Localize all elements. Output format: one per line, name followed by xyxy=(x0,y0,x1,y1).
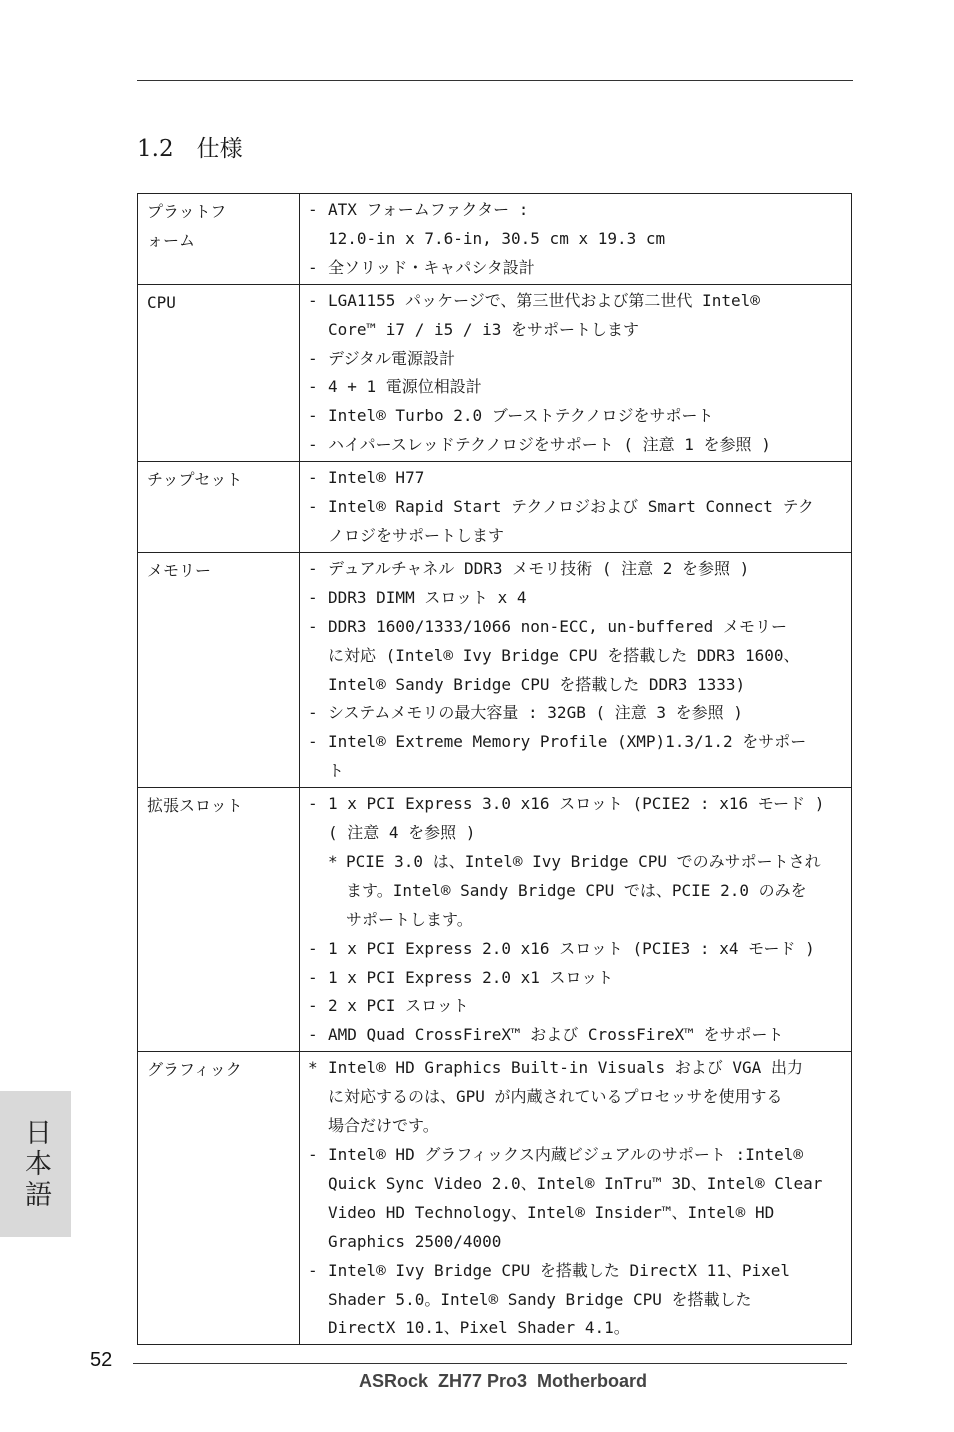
spec-label xyxy=(138,462,300,553)
bullet-text: Intel® Extreme Memory Profile (XMP)1.3/1.2 をサポー ト xyxy=(328,732,807,781)
spec-bullet xyxy=(308,935,847,964)
spec-bullet xyxy=(308,493,847,551)
spec-bullet xyxy=(308,287,847,345)
bullet-mark: - xyxy=(308,616,318,636)
bullet-text: Intel® HD グラフィックス内蔵ビジュアルのサポート :Intel® Quick Sync Video 2.0、Intel® InTru™ 3D、Intel® Clear Video HD Technology、Intel® Insider™、Intel® HD Graphics 2500/4000 xyxy=(328,1145,823,1251)
spec-label-text: 拡張スロット xyxy=(147,796,243,816)
spec-table-body xyxy=(138,194,852,1345)
spec-content xyxy=(300,552,852,787)
spec-content xyxy=(300,1052,852,1345)
bullet-text: Intel® HD Graphics Built-in Visuals および VGA 出力 に対応するのは、GPU が内蔵されているプロセッサを使用する 場合だけです。 xyxy=(328,1058,803,1136)
spec-bullet xyxy=(308,992,847,1021)
spec-bullet xyxy=(308,1054,847,1141)
spec-row xyxy=(138,788,852,1052)
spec-label xyxy=(138,194,300,285)
bullet-mark: - xyxy=(308,967,318,987)
spec-row xyxy=(138,194,852,285)
spec-bullet xyxy=(308,555,847,584)
spec-label-text: グラフィック xyxy=(147,1060,242,1080)
bullet-mark: - xyxy=(308,257,318,277)
bullet-mark: - xyxy=(308,732,318,752)
bullet-text: デジタル電源設計 xyxy=(328,348,456,368)
bullet-text: 4 + 1 電源位相設計 xyxy=(328,377,482,397)
bullet-mark: - xyxy=(308,468,318,488)
section-title: 1.2 仕様 xyxy=(137,136,243,162)
bullet-mark: * xyxy=(308,1058,318,1078)
spec-bullet xyxy=(308,584,847,613)
bullet-text: LGA1155 パッケージで、第三世代および第二世代 Intel® Core™ i7 / i5 / i3 をサポートします xyxy=(328,290,760,339)
spec-bullet xyxy=(308,1141,847,1257)
bullet-mark: - xyxy=(308,1260,318,1280)
bullet-mark: - xyxy=(308,290,318,310)
spec-row xyxy=(138,552,852,787)
top-rule xyxy=(137,80,853,81)
spec-label xyxy=(138,552,300,787)
bullet-mark: - xyxy=(308,377,318,397)
spec-bullet xyxy=(308,431,847,460)
spec-bullet xyxy=(308,1257,847,1344)
spec-bullet xyxy=(308,345,847,374)
spec-bullet xyxy=(308,699,847,728)
footer-title: ASRock ZH77 Pro3 Motherboard xyxy=(358,1371,648,1391)
bullet-text: 1 x PCI Express 3.0 x16 スロット (PCIE2 : x16 モード ) ( 注意 4 を参照 ) xyxy=(328,794,825,843)
bullet-mark: - xyxy=(308,587,318,607)
spec-bullet xyxy=(308,790,847,848)
bullet-text: 1 x PCI Express 2.0 x1 スロット xyxy=(328,967,614,987)
bullet-text: PCIE 3.0 は、Intel® Ivy Bridge CPU でのみサポートされ ます。Intel® Sandy Bridge CPU では、PCIE 2.0 のみを サポートします。 xyxy=(346,851,821,929)
bullet-text: デュアルチャネル DDR3 メモリ技術 ( 注意 2 を参照 ) xyxy=(328,558,750,578)
spec-bullet xyxy=(308,254,847,283)
spec-row xyxy=(138,462,852,553)
spec-label-text: CPU xyxy=(147,292,176,312)
bullet-mark: - xyxy=(308,558,318,578)
bullet-text: AMD Quad CrossFireX™ および CrossFireX™ をサポート xyxy=(328,1025,784,1045)
spec-table xyxy=(137,193,852,1345)
spec-bullet xyxy=(308,196,847,254)
spec-bullet xyxy=(308,964,847,993)
bullet-mark: - xyxy=(308,348,318,368)
bullet-mark: - xyxy=(308,497,318,517)
spec-bullet xyxy=(308,728,847,786)
bullet-text: Intel® Ivy Bridge CPU を搭載した DirectX 11、Pixel Shader 5.0。Intel® Sandy Bridge CPU を搭載した DirectX 10.1、Pixel Shader 4.1。 xyxy=(328,1260,791,1338)
spec-content xyxy=(300,284,852,461)
bullet-text: Intel® Turbo 2.0 ブーストテクノロジをサポート xyxy=(328,406,714,426)
spec-bullet xyxy=(308,402,847,431)
bullet-mark: - xyxy=(308,200,318,219)
bullet-text: Intel® H77 xyxy=(328,468,425,488)
spec-label xyxy=(138,1052,300,1345)
spec-row xyxy=(138,284,852,461)
bullet-mark: - xyxy=(308,938,318,958)
spec-label-text: チップセット xyxy=(147,470,243,490)
language-tab xyxy=(0,1091,71,1237)
bullet-text: ハイパースレッドテクノロジをサポート ( 注意 1 を参照 ) xyxy=(328,435,771,455)
spec-content xyxy=(300,194,852,285)
spec-content xyxy=(300,462,852,553)
spec-content xyxy=(300,788,852,1052)
bullet-text: 2 x PCI スロット xyxy=(328,996,469,1016)
bullet-text: ATX フォームファクター : 12.0-in x 7.6-in, 30.5 cm x 19.3 cm xyxy=(328,200,666,248)
bullet-mark: - xyxy=(308,1145,318,1164)
spec-bullet xyxy=(308,613,847,700)
spec-bullet xyxy=(308,464,847,493)
spec-label xyxy=(138,788,300,1052)
spec-row xyxy=(138,1052,852,1345)
bullet-text: Intel® Rapid Start テクノロジおよび Smart Connect テク ノロジをサポートします xyxy=(328,497,814,545)
bullet-text: 1 x PCI Express 2.0 x16 スロット (PCIE3 : x4 モード ) xyxy=(328,938,815,958)
bullet-text: DDR3 DIMM スロット x 4 xyxy=(328,587,527,607)
page-number: 52 xyxy=(90,1349,113,1371)
spec-label xyxy=(138,284,300,461)
bullet-mark: * xyxy=(328,851,338,871)
bullet-mark: - xyxy=(308,406,318,426)
spec-note xyxy=(308,848,847,935)
spec-bullet xyxy=(308,373,847,402)
bullet-mark: - xyxy=(308,996,318,1016)
language-tab-label: 日本語 xyxy=(20,1117,51,1211)
bullet-mark: - xyxy=(308,1025,318,1045)
bullet-mark: - xyxy=(308,703,318,723)
bullet-text: 全ソリッド・キャパシタ設計 xyxy=(328,257,535,277)
spec-bullet xyxy=(308,1021,847,1050)
bullet-text: DDR3 1600/1333/1066 non-ECC, un-buffered メモリー に対応 (Intel® Ivy Bridge CPU を搭載した DDR3 1600、 Intel® Sandy Bridge CPU を搭載した DDR3 1333) xyxy=(328,616,800,694)
spec-label-text: プラットフ ォーム xyxy=(147,202,227,250)
bullet-mark: - xyxy=(308,794,318,814)
bullet-mark: - xyxy=(308,435,318,455)
bullet-text: システムメモリの最大容量 : 32GB ( 注意 3 を参照 ) xyxy=(328,703,743,723)
bottom-rule xyxy=(133,1363,847,1364)
spec-label-text: メモリー xyxy=(147,560,212,580)
